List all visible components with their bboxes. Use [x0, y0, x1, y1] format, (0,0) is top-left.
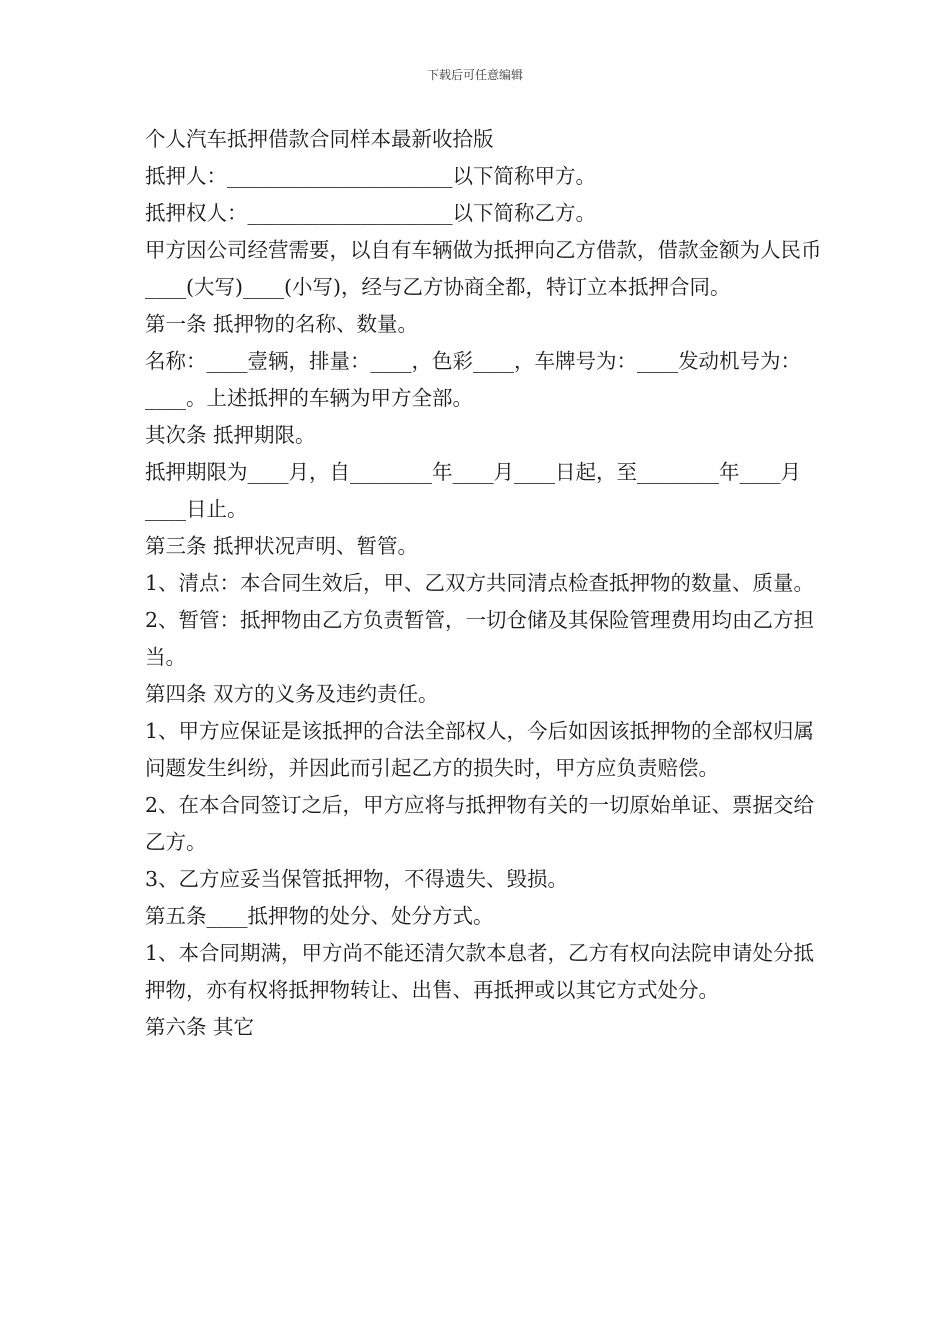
article-1-body: 名称：____壹辆，排量：____，色彩____，车牌号为：____发动机号为：____。上述抵押的车辆为甲方全部。 — [145, 349, 801, 410]
article-4-item-1: 1、甲方应保证是该抵押的合法全部权人，今后如因该抵押物的全部权归属问题发生纠纷，并因此而引起乙方的损失时，甲方应负责赔偿。 — [145, 719, 815, 780]
article-5-heading: 第五条____抵押物的处分、处分方式。 — [145, 904, 494, 928]
article-5-item-1: 1、本合同期满，甲方尚不能还清欠款本息者，乙方有权向法院申请处分抵押物，亦有权将抵押物转让、出售、再抵押或以其它方式处分。 — [145, 941, 815, 1002]
article-3-item-1: 1、清点：本合同生效后，甲、乙双方共同清点检查抵押物的数量、质量。 — [145, 571, 815, 595]
paragraph-intro: 甲方因公司经营需要，以自有车辆做为抵押向乙方借款，借款金额为人民币____(大写)____(小写)，经与乙方协商全都，特订立本抵押合同。 — [145, 238, 822, 299]
article-6-heading: 第六条 其它 — [145, 1015, 255, 1039]
article-2-body: 抵押期限为____月，自________年____月____日起，至________年____月____日止。 — [145, 460, 801, 521]
article-2-heading: 其次条 抵押期限。 — [145, 423, 316, 447]
document-title: 个人汽车抵押借款合同样本最新收拾版 — [145, 127, 494, 151]
article-3-heading: 第三条 抵押状况声明、暂管。 — [145, 534, 419, 558]
article-1-heading: 第一条 抵押物的名称、数量。 — [145, 312, 419, 336]
paragraph-mortgagor: 抵押人：______________________以下简称甲方。 — [145, 164, 596, 188]
page-header: 下载后可任意编辑 — [426, 68, 523, 82]
article-4-heading: 第四条 双方的义务及违约责任。 — [145, 682, 439, 706]
article-3-item-2: 2、暂管：抵押物由乙方负责暂管，一切仓储及其保险管理费用均由乙方担当。 — [145, 608, 815, 669]
paragraph-mortgagee: 抵押权人：____________________以下简称乙方。 — [145, 201, 596, 225]
article-4-item-2: 2、在本合同签订之后，甲方应将与抵押物有关的一切原始单证、票据交给乙方。 — [145, 793, 815, 854]
document-body — [145, 121, 825, 1046]
article-4-item-3: 3、乙方应妥当保管抵押物，不得遗失、毁损。 — [145, 867, 569, 891]
